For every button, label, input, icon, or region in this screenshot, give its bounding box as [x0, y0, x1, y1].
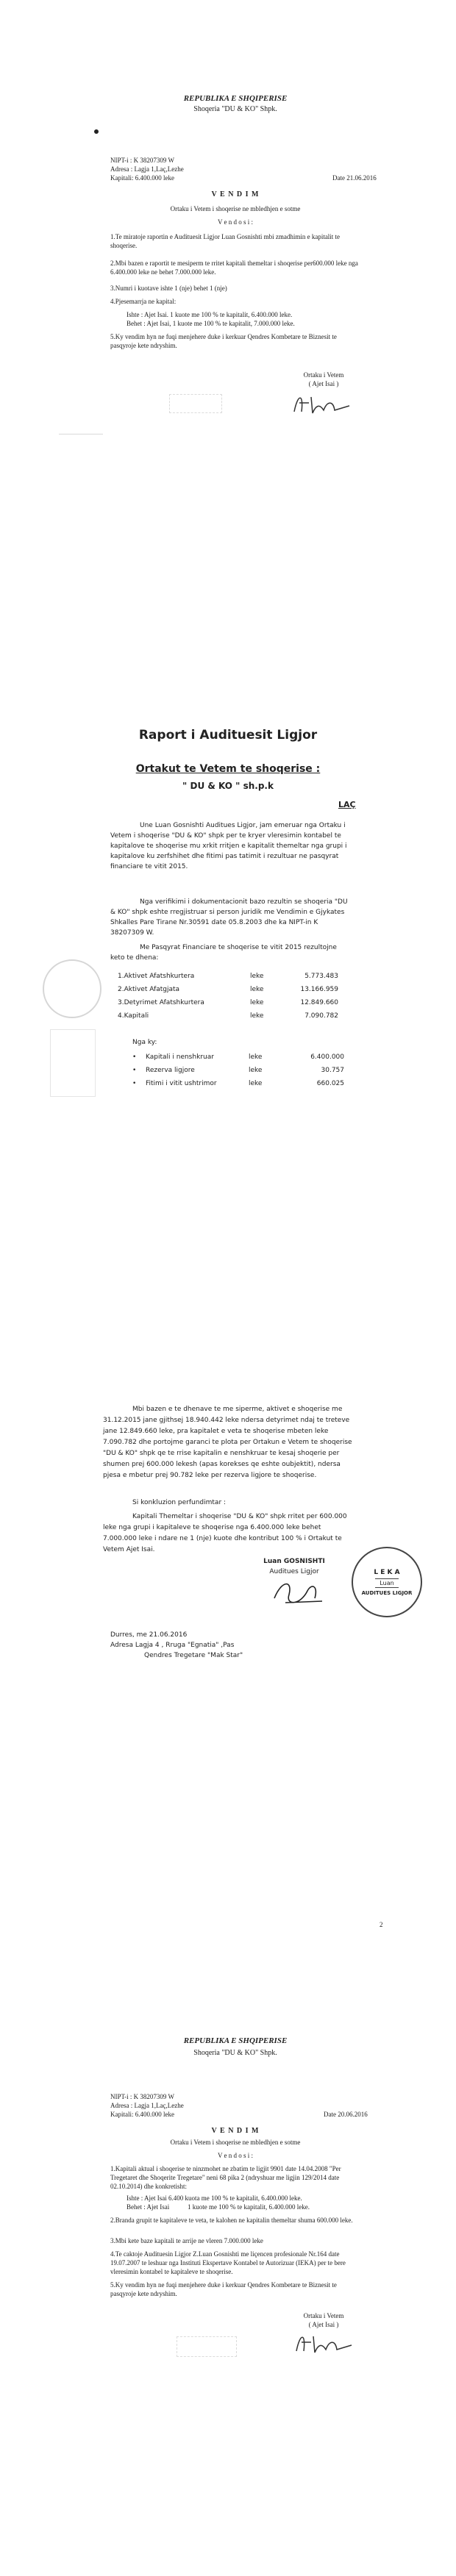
- decision-intro: Ortaku i Vetem i shoqerise ne mbledhjen e sotme: [170, 2139, 301, 2146]
- breakdown-row: • Rezerva ligjore leke 30.757: [132, 1066, 353, 1079]
- owner-signature: [291, 390, 357, 419]
- auditor-stamp: [352, 1547, 422, 1617]
- decision-title: V E N D I M: [211, 190, 260, 198]
- owner-name: ( Ajet Isai ): [308, 2321, 339, 2328]
- nipt-line: NIPT-i : K 38207309 W: [110, 157, 175, 164]
- auditor-address-1: Adresa Lagja 4 , Rruga "Egnatia" ,Pas: [110, 1642, 235, 1649]
- report-city: LAÇ: [338, 800, 356, 809]
- share-before: Ishte : Ajet Isai. 1 kuote me 100 % te kapitalit, 6.400.000 leke.: [127, 311, 293, 318]
- decision-point-3: 3.Mbi kete baze kapitali te arrije ne vleren 7.000.000 leke: [110, 2237, 263, 2244]
- stamp-bottom-text: AUDITUES LIGJOR: [361, 1589, 413, 1596]
- decides-heading: V e n d o s i :: [217, 2152, 254, 2159]
- decision-point-2: 2.Mbi bazen e raportit te mesiperm te rritet kapitali themeltar i shoqerise per600.000 leke nga 6.400.000 leke ne behet 7.000.000 leke.: [110, 260, 358, 276]
- breakdown-heading: Nga ky:: [132, 1039, 157, 1046]
- company-heading: Shoqeria "DU & KO" Shpk.: [193, 2049, 277, 2057]
- faded-stamp: [169, 394, 222, 413]
- row-value: 13.166.959: [300, 986, 338, 993]
- document-date: Date 21.06.2016: [332, 174, 377, 182]
- document-page-1: [0, 0, 456, 698]
- row-label: Kapitali i nenshkruar: [146, 1053, 214, 1061]
- decision-point-5: 5.Ky vendim hyn ne fuqi menjehere duke i kerkuar Qendres Kombetare te Biznesit te pasqyroje kete ndryshim.: [110, 2281, 337, 2297]
- place-date: Durres, me 21.06.2016: [110, 1631, 188, 1639]
- row-label: Rezerva ligjore: [146, 1067, 195, 1074]
- share-before: Ishte : Ajet Isai 6.400 kuota me 100 % te kapitalit, 6.400.000 leke.: [127, 2194, 302, 2202]
- conclusion-text: Kapitali Themeltar i shoqerise "DU & KO" shpk rritet per 600.000 leke nga grupi i kapitaleve te shoqerise nga 6.400.000 leke behet 7.000.000 leke i ndare ne 1 (nje) kuote dhe kontribut 100 % i Ortakut te Vetem Ajet Isai.: [103, 1513, 347, 1553]
- capital-breakdown: [132, 1053, 353, 1092]
- decision-point-3: 3.Numri i kuotave ishte 1 (nje) behet 1 (nje): [110, 285, 227, 292]
- report-company: " DU & KO " sh.p.k: [182, 781, 274, 791]
- breakdown-row: • Kapitali i nenshkruar leke 6.400.000: [132, 1053, 353, 1066]
- document-page-4: [0, 1948, 456, 2576]
- row-value: 6.400.000: [310, 1053, 344, 1061]
- republic-heading: REPUBLIKA E SHQIPERISE: [183, 2036, 288, 2045]
- row-label: 1.Aktivet Afatshkurtera: [118, 973, 195, 980]
- address-line: Adresa : Lagja 1,Laç,Lezhe: [110, 2102, 184, 2109]
- row-value: 5.773.483: [304, 973, 338, 980]
- faded-stamp-block: [50, 1029, 96, 1097]
- capital-line: Kapitali: 6.400.000 leke: [110, 2111, 174, 2118]
- decision-title: V E N D I M: [211, 2127, 260, 2135]
- breakdown-row: • Fitimi i vitit ushtrimor leke 660.025: [132, 1079, 353, 1092]
- row-unit: leke: [249, 1080, 263, 1087]
- faded-stamp: [177, 2336, 237, 2357]
- row-label: 2.Aktivet Afatgjata: [118, 986, 180, 993]
- row-unit: leke: [250, 999, 264, 1006]
- report-subtitle: Ortakut te Vetem te shoqerise :: [135, 763, 321, 775]
- stamp-top-text: L E K A: [374, 1568, 400, 1576]
- row-unit: leke: [250, 986, 264, 993]
- dot-mark: [94, 129, 99, 134]
- row-unit: leke: [250, 973, 264, 980]
- row-value: 12.849.660: [300, 999, 338, 1006]
- decision-intro: Ortaku i Vetem i shoqerise ne mbledhjen e sotme: [170, 205, 301, 212]
- auditor-address-2: Qendres Tregetare "Mak Star": [144, 1652, 243, 1659]
- owner-signature: [293, 2329, 359, 2358]
- row-value: 660.025: [316, 1080, 344, 1087]
- document-page-3: [0, 1301, 456, 1948]
- financial-row: [118, 1012, 338, 1025]
- faded-round-stamp: [43, 959, 101, 1018]
- auditor-name: Luan GOSNISHTI: [263, 1558, 325, 1565]
- row-label: Fitimi i vitit ushtrimor: [146, 1080, 217, 1087]
- row-value: 30.757: [321, 1067, 344, 1074]
- financial-row: [118, 972, 338, 985]
- auditor-role: Auditues Ligjor: [269, 1568, 319, 1575]
- document-page-2: [0, 698, 456, 1301]
- decision-point-5: 5.Ky vendim hyn ne fuqi menjehere duke i kerkuar Qendres Kombetare te Biznesit te pasqyroje kete ndryshim.: [110, 333, 337, 349]
- capital-line: Kapitali: 6.400.000 leke: [110, 174, 174, 182]
- company-heading: Shoqeria "DU & KO" Shpk.: [193, 105, 277, 113]
- republic-heading: REPUBLIKA E SHQIPERISE: [183, 94, 288, 103]
- row-label: 4.Kapitali: [118, 1012, 149, 1020]
- owner-name: ( Ajet Isai ): [308, 380, 339, 387]
- row-unit: leke: [249, 1067, 263, 1074]
- decision-point-4: 4.Pjesemarrja ne kapital:: [110, 298, 177, 305]
- page-number: 2: [380, 1921, 383, 1928]
- address-line: Adresa : Lagja 1,Laç,Lezhe: [110, 165, 184, 173]
- decision-point-4: 4.Te caktoje Audituesin Ligjor Z.Luan Gosnishti me liçencen profesionale Nr.164 date 19.07.2007 te leshuar nga Instituti Ekspertave Kontabel te Autorizuar (IEKA) per te bere vleresimin kontabel te kapitaleve te shoqerise.: [110, 2250, 346, 2275]
- decides-heading: V e n d o s i :: [217, 218, 254, 226]
- row-unit: leke: [249, 1053, 263, 1061]
- owner-role: Ortaku i Vetem: [303, 371, 344, 379]
- financial-table: [118, 972, 338, 1025]
- share-after: Behet : Ajet Isai 1 kuote me 100 % te kapitalit, 6.400.000 leke.: [127, 2203, 310, 2211]
- conclusion-heading: Si konkluzion perfundimtar :: [132, 1499, 227, 1506]
- decision-point-1: 1.Te miratoje raportin e Audituesit Ligjor Luan Gosnishti mbi zmadhimin e kapitalit te shoqerise.: [110, 233, 341, 249]
- stamp-mid-text: Luan: [375, 1578, 398, 1588]
- financial-row: [118, 985, 338, 998]
- financial-row: [118, 998, 338, 1012]
- report-paragraph-1: Une Luan Gosnishti Auditues Ligjor, jam emeruar nga Ortaku i Vetem i shoqerise "DU & KO" shpk per te kryer vleresimin kontabel te kapitalove te shoqerise mu xrkit rritjen e kapitalit themeltar nga grupi i kapitalove ku zerfshihet dhe fitimi pas tatimit i rezultuar ne pasqyrat financiare te vitit 2015.: [110, 822, 347, 870]
- auditor-signature: [271, 1576, 329, 1609]
- row-label: 3.Detyrimet Afatshkurtera: [118, 999, 204, 1006]
- decision-point-1: 1.Kapitali aktual i shoqerise te ninzmohet ne zbatim te ligjit 9901 date 14.04.2008 "Per Tregetaret dhe Shoqerite Tregetare" neni 68 pika 2 (ndryshuar me ligjin 129/2014 date 02.10.2014) dhe konkretisht:: [110, 2165, 341, 2190]
- decision-point-2: 2.Branda grupit te kapitaleve te veta, te kalohen ne kapitalin themeltar shuma 600.000 leke.: [110, 2217, 353, 2224]
- report-paragraph-2: Nga verifikimi i dokumentacionit bazo rezultin se shoqeria "DU & KO" shpk eshte rregjistruar si person juridik me Vendimin e Gjykates Shkalles Pare Tirane Nr.30591 date 05.8.2003 dhe ka NIPT-in K 38207309 W.: [110, 898, 348, 937]
- report-paragraph-3: Me Pasqyrat Financiare te shoqerise te vitit 2015 rezultojne keto te dhena:: [110, 944, 337, 962]
- report-title: Raport i Audituesit Ligjor: [138, 728, 318, 743]
- row-unit: leke: [250, 1012, 264, 1020]
- row-value: 7.090.782: [304, 1012, 338, 1020]
- share-after: Behet : Ajet Isai, 1 kuote me 100 % te kapitalit, 7.000.000 leke.: [127, 320, 295, 327]
- nipt-line: NIPT-i : K 38207309 W: [110, 2093, 175, 2100]
- document-date: Date 20.06.2016: [324, 2111, 368, 2118]
- owner-role: Ortaku i Vetem: [303, 2312, 344, 2319]
- report-conclusion-paragraph: Mbi bazen e te dhenave te me siperme, aktivet e shoqerise me 31.12.2015 jane gjithsej 18.940.442 leke ndersa detyrimet ndaj te treteve jane 12.849.660 leke, pra kapitalet e veta te shoqerise mbeten leke 7.090.782 dhe portojme garanci te plota per Ortakun e Vetem te shoqerise "DU & KO" shpk qe te rrise kapitalin e nenshkruar te kesaj shoqerie per shumen prej 600.000 lekesh (apas korekses qe eshte oubjektit), ndersa pjesa e mbetur prej 90.782 leke per rezerva ligjore te shoqerise.: [103, 1406, 352, 1479]
